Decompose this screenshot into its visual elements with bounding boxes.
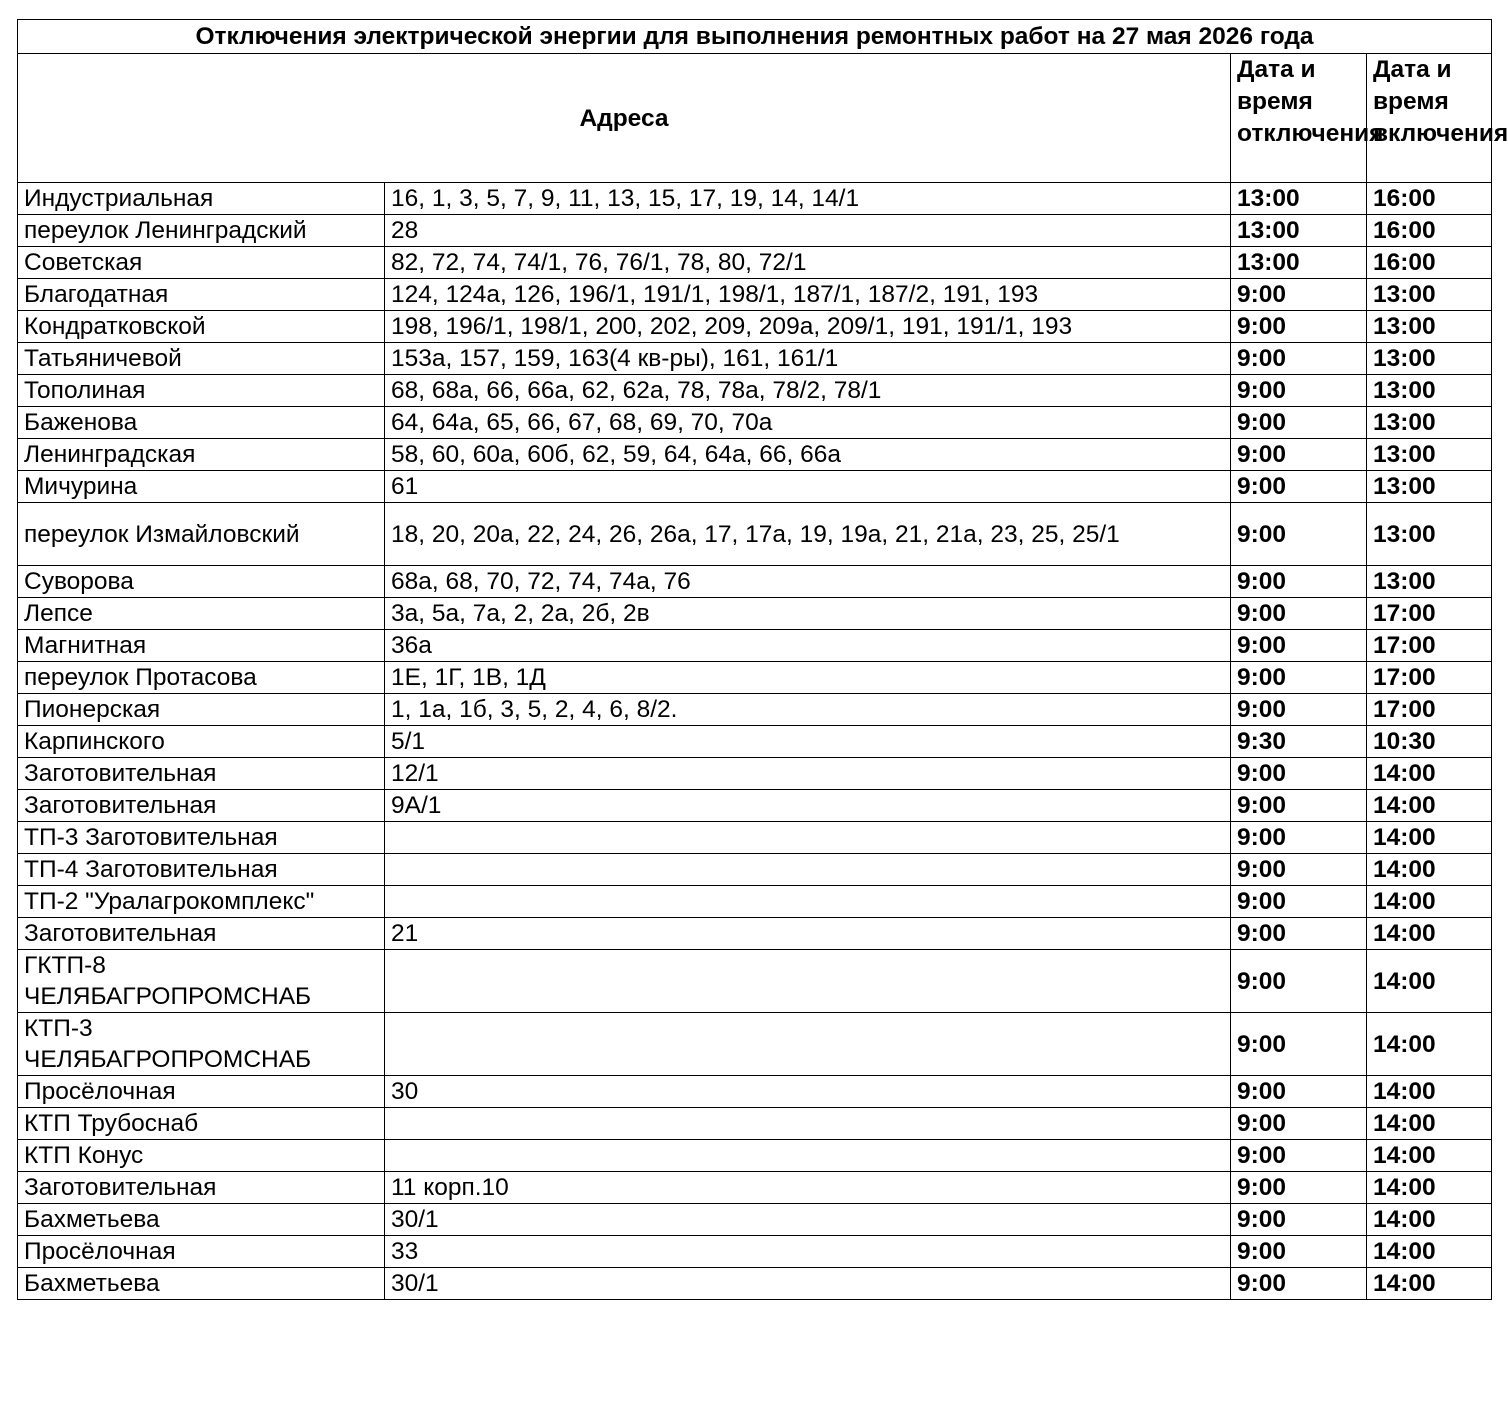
houses-cell: 36а bbox=[385, 630, 1231, 662]
table-row bbox=[18, 662, 1492, 694]
on-time-header: Дата и время включения bbox=[1367, 54, 1492, 183]
houses-cell: 9А/1 bbox=[385, 790, 1231, 822]
houses-cell: 68, 68а, 66, 66а, 62, 62а, 78, 78а, 78/2, 78/1 bbox=[385, 375, 1231, 407]
on-time-cell: 16:00 bbox=[1367, 247, 1492, 279]
houses-cell: 18, 20, 20а, 22, 24, 26, 26а, 17, 17а, 19, 19а, 21, 21а, 23, 25, 25/1 bbox=[385, 503, 1231, 566]
houses-cell: 11 корп.10 bbox=[385, 1172, 1231, 1204]
table-row bbox=[18, 694, 1492, 726]
street-cell: ТП-3 Заготовительная bbox=[18, 822, 385, 854]
houses-cell: 5/1 bbox=[385, 726, 1231, 758]
table-row bbox=[18, 854, 1492, 886]
off-time-cell: 13:00 bbox=[1231, 215, 1367, 247]
off-time-cell: 9:00 bbox=[1231, 1108, 1367, 1140]
off-time-cell: 9:00 bbox=[1231, 566, 1367, 598]
street-cell: КТП Трубоснаб bbox=[18, 1108, 385, 1140]
off-time-cell: 9:00 bbox=[1231, 375, 1367, 407]
off-time-cell: 9:00 bbox=[1231, 854, 1367, 886]
table-row bbox=[18, 918, 1492, 950]
on-time-cell: 13:00 bbox=[1367, 343, 1492, 375]
addresses-header: Адреса bbox=[18, 54, 1231, 183]
table-row bbox=[18, 343, 1492, 375]
street-cell: Благодатная bbox=[18, 279, 385, 311]
houses-cell: 30/1 bbox=[385, 1268, 1231, 1300]
street-cell: Мичурина bbox=[18, 471, 385, 503]
on-time-cell: 14:00 bbox=[1367, 1076, 1492, 1108]
off-time-cell: 9:00 bbox=[1231, 822, 1367, 854]
off-time-cell: 9:00 bbox=[1231, 407, 1367, 439]
street-cell: Заготовительная bbox=[18, 790, 385, 822]
document-title: Отключения электрической энергии для выполнения ремонтных работ на 27 мая 2026 года bbox=[18, 20, 1492, 54]
off-time-cell: 13:00 bbox=[1231, 247, 1367, 279]
table-row bbox=[18, 630, 1492, 662]
on-time-cell: 14:00 bbox=[1367, 1013, 1492, 1076]
table-row bbox=[18, 1268, 1492, 1300]
on-time-cell: 17:00 bbox=[1367, 630, 1492, 662]
street-cell: Индустриальная bbox=[18, 183, 385, 215]
off-time-cell: 9:00 bbox=[1231, 1076, 1367, 1108]
houses-cell: 82, 72, 74, 74/1, 76, 76/1, 78, 80, 72/1 bbox=[385, 247, 1231, 279]
off-time-cell: 9:00 bbox=[1231, 790, 1367, 822]
houses-cell bbox=[385, 950, 1231, 1013]
table-row bbox=[18, 247, 1492, 279]
table-row bbox=[18, 215, 1492, 247]
on-time-cell: 14:00 bbox=[1367, 790, 1492, 822]
on-time-cell: 16:00 bbox=[1367, 183, 1492, 215]
on-time-cell: 14:00 bbox=[1367, 822, 1492, 854]
off-time-cell: 9:00 bbox=[1231, 630, 1367, 662]
off-time-cell: 9:00 bbox=[1231, 503, 1367, 566]
street-cell: Советская bbox=[18, 247, 385, 279]
street-cell: Магнитная bbox=[18, 630, 385, 662]
off-time-cell: 9:00 bbox=[1231, 439, 1367, 471]
on-time-cell: 14:00 bbox=[1367, 886, 1492, 918]
houses-cell: 16, 1, 3, 5, 7, 9, 11, 13, 15, 17, 19, 14, 14/1 bbox=[385, 183, 1231, 215]
off-time-cell: 9:00 bbox=[1231, 950, 1367, 1013]
off-time-cell: 9:00 bbox=[1231, 279, 1367, 311]
houses-cell: 12/1 bbox=[385, 758, 1231, 790]
houses-cell: 30/1 bbox=[385, 1204, 1231, 1236]
table-row bbox=[18, 822, 1492, 854]
houses-cell: 64, 64а, 65, 66, 67, 68, 69, 70, 70а bbox=[385, 407, 1231, 439]
on-time-cell: 17:00 bbox=[1367, 598, 1492, 630]
table-row bbox=[18, 1172, 1492, 1204]
off-time-cell: 9:00 bbox=[1231, 1204, 1367, 1236]
houses-cell bbox=[385, 886, 1231, 918]
street-cell: Баженова bbox=[18, 407, 385, 439]
street-cell: переулок Ленинградский bbox=[18, 215, 385, 247]
table-row bbox=[18, 726, 1492, 758]
table-row bbox=[18, 758, 1492, 790]
off-time-cell: 9:00 bbox=[1231, 1268, 1367, 1300]
houses-cell: 28 bbox=[385, 215, 1231, 247]
table-row bbox=[18, 1204, 1492, 1236]
street-cell: Карпинского bbox=[18, 726, 385, 758]
on-time-cell: 14:00 bbox=[1367, 758, 1492, 790]
street-cell: переулок Измайловский bbox=[18, 503, 385, 566]
street-cell: КТП-3 ЧЕЛЯБАГРОПРОМСНАБ bbox=[18, 1013, 385, 1076]
off-time-cell: 9:00 bbox=[1231, 1172, 1367, 1204]
off-time-header: Дата и время отключения bbox=[1231, 54, 1367, 183]
street-cell: Суворова bbox=[18, 566, 385, 598]
off-time-cell: 9:00 bbox=[1231, 662, 1367, 694]
street-cell: Пионерская bbox=[18, 694, 385, 726]
on-time-cell: 14:00 bbox=[1367, 1140, 1492, 1172]
on-time-cell: 14:00 bbox=[1367, 950, 1492, 1013]
street-cell: Кондратковской bbox=[18, 311, 385, 343]
table-row bbox=[18, 439, 1492, 471]
table-row bbox=[18, 1108, 1492, 1140]
houses-cell: 30 bbox=[385, 1076, 1231, 1108]
street-cell: Лепсе bbox=[18, 598, 385, 630]
houses-cell: 68а, 68, 70, 72, 74, 74а, 76 bbox=[385, 566, 1231, 598]
table-row bbox=[18, 503, 1492, 566]
table-row bbox=[18, 1076, 1492, 1108]
houses-cell: 1, 1а, 1б, 3, 5, 2, 4, 6, 8/2. bbox=[385, 694, 1231, 726]
off-time-cell: 9:00 bbox=[1231, 694, 1367, 726]
off-time-cell: 9:00 bbox=[1231, 918, 1367, 950]
table-row bbox=[18, 950, 1492, 1013]
title-row bbox=[18, 20, 1492, 54]
on-time-cell: 17:00 bbox=[1367, 662, 1492, 694]
houses-cell: 33 bbox=[385, 1236, 1231, 1268]
houses-cell: 1Е, 1Г, 1В, 1Д bbox=[385, 662, 1231, 694]
street-cell: Тополиная bbox=[18, 375, 385, 407]
off-time-cell: 13:00 bbox=[1231, 183, 1367, 215]
off-time-cell: 9:00 bbox=[1231, 1140, 1367, 1172]
off-time-cell: 9:00 bbox=[1231, 311, 1367, 343]
table-row bbox=[18, 598, 1492, 630]
houses-cell: 124, 124а, 126, 196/1, 191/1, 198/1, 187/1, 187/2, 191, 193 bbox=[385, 279, 1231, 311]
street-cell: КТП Конус bbox=[18, 1140, 385, 1172]
houses-cell bbox=[385, 1108, 1231, 1140]
table-row bbox=[18, 1013, 1492, 1076]
on-time-cell: 13:00 bbox=[1367, 503, 1492, 566]
outage-table bbox=[17, 19, 1508, 1300]
off-time-cell: 9:00 bbox=[1231, 1236, 1367, 1268]
street-cell: Бахметьева bbox=[18, 1268, 385, 1300]
table-row bbox=[18, 790, 1492, 822]
off-time-cell: 9:30 bbox=[1231, 726, 1367, 758]
houses-cell: 3а, 5а, 7а, 2, 2а, 2б, 2в bbox=[385, 598, 1231, 630]
on-time-cell: 14:00 bbox=[1367, 918, 1492, 950]
on-time-cell: 13:00 bbox=[1367, 566, 1492, 598]
on-time-cell: 13:00 bbox=[1367, 375, 1492, 407]
table-row bbox=[18, 1140, 1492, 1172]
off-time-cell: 9:00 bbox=[1231, 598, 1367, 630]
street-cell: ГКТП-8 ЧЕЛЯБАГРОПРОМСНАБ bbox=[18, 950, 385, 1013]
houses-cell bbox=[385, 822, 1231, 854]
table-row bbox=[18, 471, 1492, 503]
table-row bbox=[18, 279, 1492, 311]
street-cell: Бахметьева bbox=[18, 1204, 385, 1236]
off-time-cell: 9:00 bbox=[1231, 343, 1367, 375]
on-time-cell: 13:00 bbox=[1367, 279, 1492, 311]
table-row bbox=[18, 407, 1492, 439]
street-cell: ТП-4 Заготовительная bbox=[18, 854, 385, 886]
on-time-cell: 17:00 bbox=[1367, 694, 1492, 726]
on-time-cell: 14:00 bbox=[1367, 1204, 1492, 1236]
street-cell: Заготовительная bbox=[18, 1172, 385, 1204]
houses-cell bbox=[385, 854, 1231, 886]
street-cell: Ленинградская bbox=[18, 439, 385, 471]
off-time-cell: 9:00 bbox=[1231, 886, 1367, 918]
houses-cell: 21 bbox=[385, 918, 1231, 950]
street-cell: Заготовительная bbox=[18, 758, 385, 790]
table-row bbox=[18, 183, 1492, 215]
houses-cell: 198, 196/1, 198/1, 200, 202, 209, 209а, 209/1, 191, 191/1, 193 bbox=[385, 311, 1231, 343]
street-cell: Просёлочная bbox=[18, 1236, 385, 1268]
houses-cell: 58, 60, 60а, 60б, 62, 59, 64, 64а, 66, 66а bbox=[385, 439, 1231, 471]
street-cell: Заготовительная bbox=[18, 918, 385, 950]
on-time-cell: 13:00 bbox=[1367, 311, 1492, 343]
table-row bbox=[18, 375, 1492, 407]
on-time-cell: 13:00 bbox=[1367, 407, 1492, 439]
houses-cell: 61 bbox=[385, 471, 1231, 503]
on-time-cell: 14:00 bbox=[1367, 854, 1492, 886]
on-time-cell: 13:00 bbox=[1367, 471, 1492, 503]
off-time-cell: 9:00 bbox=[1231, 758, 1367, 790]
on-time-cell: 10:30 bbox=[1367, 726, 1492, 758]
header-row bbox=[18, 54, 1492, 183]
on-time-cell: 14:00 bbox=[1367, 1268, 1492, 1300]
off-time-cell: 9:00 bbox=[1231, 1013, 1367, 1076]
table-body bbox=[18, 183, 1492, 1300]
on-time-cell: 13:00 bbox=[1367, 439, 1492, 471]
street-cell: Татьяничевой bbox=[18, 343, 385, 375]
table-row bbox=[18, 311, 1492, 343]
on-time-cell: 14:00 bbox=[1367, 1108, 1492, 1140]
on-time-cell: 14:00 bbox=[1367, 1172, 1492, 1204]
table-row bbox=[18, 566, 1492, 598]
table-row bbox=[18, 886, 1492, 918]
table-row bbox=[18, 1236, 1492, 1268]
street-cell: ТП-2 "Уралагрокомплекс" bbox=[18, 886, 385, 918]
off-time-cell: 9:00 bbox=[1231, 471, 1367, 503]
on-time-cell: 16:00 bbox=[1367, 215, 1492, 247]
on-time-cell: 14:00 bbox=[1367, 1236, 1492, 1268]
street-cell: переулок Протасова bbox=[18, 662, 385, 694]
houses-cell bbox=[385, 1013, 1231, 1076]
street-cell: Просёлочная bbox=[18, 1076, 385, 1108]
houses-cell bbox=[385, 1140, 1231, 1172]
houses-cell: 153а, 157, 159, 163(4 кв-ры), 161, 161/1 bbox=[385, 343, 1231, 375]
